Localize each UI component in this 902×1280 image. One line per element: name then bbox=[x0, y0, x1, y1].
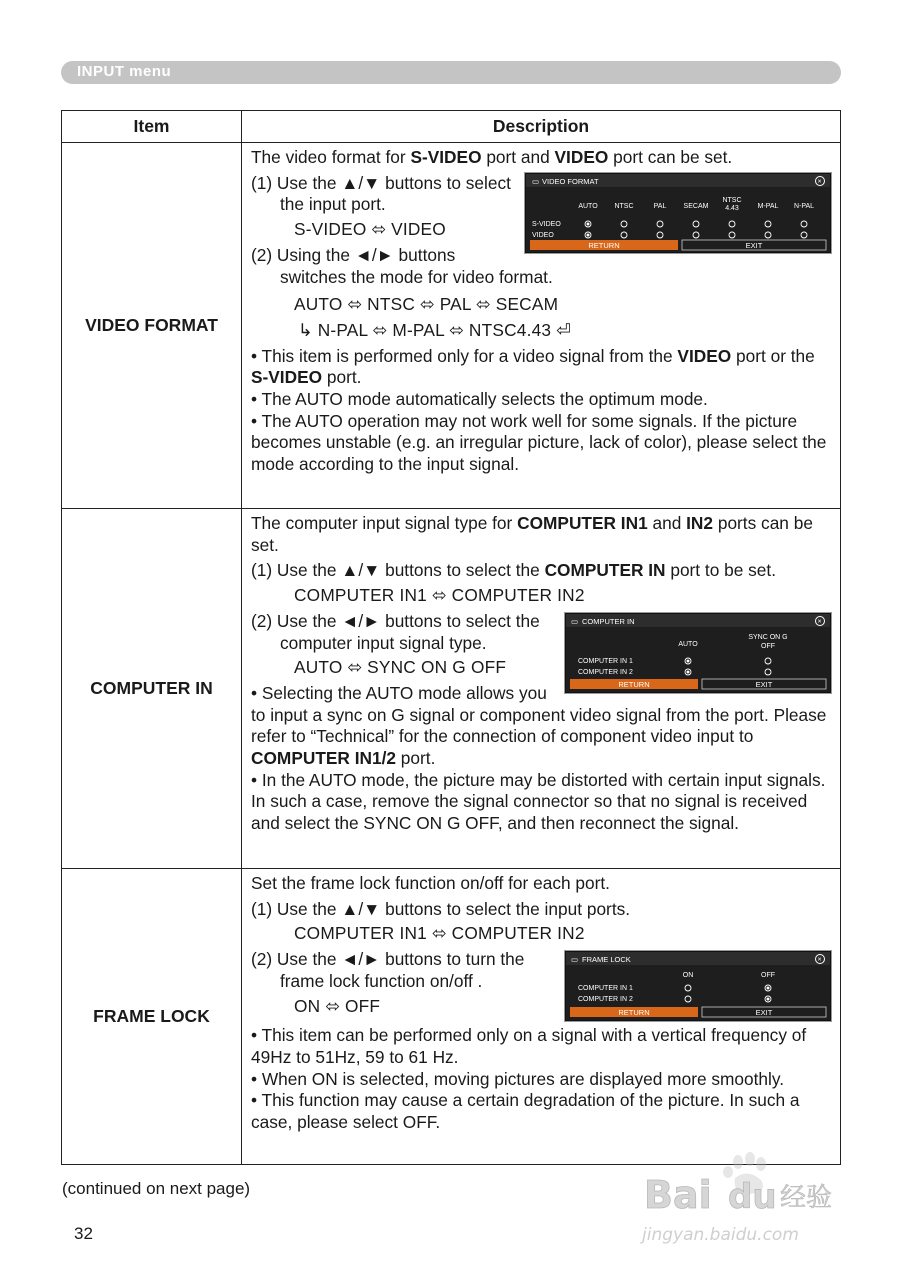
baidu-watermark-logo bbox=[640, 1150, 850, 1270]
desc-step-2: (2) Using the ◄/► buttons switches the mode for video format. bbox=[251, 244, 553, 287]
page-number: 32 bbox=[74, 1224, 93, 1243]
desc-intro: The video format for S-VIDEO port and VIDEO port can be set. bbox=[251, 147, 733, 167]
input-menu-table bbox=[61, 110, 841, 1165]
computer-in-menu-screenshot bbox=[565, 613, 831, 693]
desc-note-2: • When ON is selected, moving pictures are displayed more smoothly. bbox=[251, 1068, 785, 1089]
svg-text:AUTO: AUTO bbox=[578, 202, 598, 210]
svg-text:jingyan.baidu.com: jingyan.baidu.com bbox=[642, 1225, 799, 1245]
column-header-description: Description bbox=[242, 111, 841, 143]
desc-sequence-2: ON ⬄ OFF bbox=[294, 995, 381, 1016]
svg-text:COMPUTER IN 1: COMPUTER IN 1 bbox=[578, 657, 633, 665]
continued-note: (continued on next page) bbox=[62, 1179, 251, 1198]
svg-text:NTSC: NTSC bbox=[614, 202, 634, 210]
desc-note-3: • The AUTO operation may not work well for some signals. If the picture becomes unstable (e.g. an irregular picture, lack of color), please select the mode according to the input signal. bbox=[251, 410, 827, 475]
desc-step-1: (1) Use the ▲/▼ buttons to select the input port. bbox=[251, 172, 511, 215]
svg-text:COMPUTER IN 2: COMPUTER IN 2 bbox=[578, 996, 633, 1004]
svg-text:M-PAL: M-PAL bbox=[757, 202, 779, 210]
svg-text:×: × bbox=[817, 956, 822, 964]
screen-exit-button: EXIT bbox=[745, 240, 763, 250]
desc-sequence-1: COMPUTER IN1 ⬄ COMPUTER IN2 bbox=[294, 585, 585, 606]
loop-return-icon: ⏎ bbox=[551, 319, 571, 340]
svg-text:×: × bbox=[817, 178, 822, 186]
desc-step-1: (1) Use the ▲/▼ buttons to select the input ports. bbox=[251, 898, 631, 919]
desc-note-1: • This item can be performed only on a signal with a vertical frequency of 49Hz to 51Hz, 59 to 61 Hz. bbox=[251, 1025, 807, 1067]
svg-text:SYNC ON G: SYNC ON G bbox=[748, 633, 788, 641]
desc-intro: Set the frame lock function on/off for each port. bbox=[251, 873, 610, 893]
svg-text:NTSC: NTSC bbox=[722, 196, 742, 204]
table-header-row bbox=[62, 111, 841, 143]
svg-text:▭: ▭ bbox=[571, 616, 579, 626]
row-label-computer-in: COMPUTER IN bbox=[62, 509, 242, 869]
row-label-video-format: VIDEO FORMAT bbox=[62, 143, 242, 509]
svg-text:du: du bbox=[728, 1177, 777, 1217]
desc-sequence-2b: ↳ N-PAL ⬄ M-PAL ⬄ NTSC4.43 ⏎ bbox=[298, 319, 571, 340]
desc-note-1: • Selecting the AUTO mode allows you to input a sync on G signal or component video signal from the port. Please refer to “Technical” for the connection of component video input to COMPUTER IN1/2 port. bbox=[251, 682, 827, 769]
table-row bbox=[62, 869, 841, 1165]
svg-text:ON: ON bbox=[682, 972, 694, 980]
svg-text:4.43: 4.43 bbox=[725, 204, 739, 212]
section-title: INPUT menu bbox=[77, 63, 172, 80]
svg-text:OFF: OFF bbox=[761, 642, 775, 650]
row-desc-frame-lock bbox=[242, 869, 841, 1165]
svg-text:×: × bbox=[817, 618, 822, 626]
desc-note-2: • In the AUTO mode, the picture may be distorted with certain input signals. In such a case, remove the signal connector so that no signal is received and select the SYNC ON G OFF, and then reconnect the signal. bbox=[251, 769, 826, 834]
screen-return-button: RETURN bbox=[588, 240, 620, 250]
desc-step-2: (2) Use the ◄/► buttons to select the computer input signal type. bbox=[251, 610, 540, 653]
svg-text:▭: ▭ bbox=[532, 176, 540, 186]
row-label-frame-lock: FRAME LOCK bbox=[62, 869, 242, 1165]
screen-title: VIDEO FORMAT bbox=[542, 176, 599, 186]
desc-sequence-1: COMPUTER IN1 ⬄ COMPUTER IN2 bbox=[294, 923, 585, 944]
loop-start-icon: ↳ bbox=[298, 319, 318, 340]
desc-sequence-2a: AUTO ⬄ NTSC ⬄ PAL ⬄ SECAM bbox=[294, 294, 559, 315]
row-desc-computer-in bbox=[242, 509, 841, 869]
screen-return-button: RETURN bbox=[618, 1008, 650, 1018]
screen-exit-button: EXIT bbox=[755, 1008, 773, 1018]
svg-text:N-PAL: N-PAL bbox=[793, 202, 815, 210]
desc-step-2: (2) Use the ◄/► buttons to turn the frame lock function on/off . bbox=[251, 949, 525, 991]
desc-sequence-1: S-VIDEO ⬄ VIDEO bbox=[294, 219, 446, 240]
column-header-item: Item bbox=[62, 111, 242, 143]
screen-return-button: RETURN bbox=[618, 679, 650, 689]
desc-note-3: • This function may cause a certain degradation of the picture. In such a case, please select OFF. bbox=[251, 1090, 800, 1132]
desc-sequence-2: AUTO ⬄ SYNC ON G OFF bbox=[294, 657, 507, 678]
screen-exit-button: EXIT bbox=[755, 679, 773, 689]
section-header-bar bbox=[61, 61, 841, 84]
svg-text:经验: 经验 bbox=[780, 1183, 833, 1213]
frame-lock-menu-screenshot bbox=[565, 951, 831, 1021]
svg-text:PAL: PAL bbox=[653, 202, 667, 210]
svg-text:AUTO: AUTO bbox=[678, 640, 698, 648]
desc-step-1: (1) Use the ▲/▼ buttons to select the COMPUTER IN port to be set. bbox=[251, 560, 777, 581]
svg-text:S-VIDEO: S-VIDEO bbox=[532, 220, 561, 228]
svg-text:COMPUTER IN 1: COMPUTER IN 1 bbox=[578, 985, 633, 993]
svg-text:COMPUTER IN 2: COMPUTER IN 2 bbox=[578, 668, 633, 676]
svg-text:Bai: Bai bbox=[644, 1173, 712, 1217]
screen-title: FRAME LOCK bbox=[582, 955, 631, 965]
desc-note-2: • The AUTO mode automatically selects the optimum mode. bbox=[251, 389, 708, 410]
row-desc-video-format bbox=[242, 143, 841, 509]
table-row bbox=[62, 509, 841, 869]
svg-text:VIDEO: VIDEO bbox=[532, 231, 554, 239]
screen-title: COMPUTER IN bbox=[582, 616, 635, 626]
svg-text:OFF: OFF bbox=[761, 972, 775, 980]
desc-intro: The computer input signal type for COMPUTER IN1 and IN2 ports can be set. bbox=[251, 513, 813, 555]
desc-note-1: • This item is performed only for a video signal from the VIDEO port or the S-VIDEO port. bbox=[251, 345, 815, 388]
table-row bbox=[62, 143, 841, 509]
svg-text:▭: ▭ bbox=[571, 955, 579, 965]
svg-text:SECAM: SECAM bbox=[683, 202, 709, 210]
video-format-menu-screenshot bbox=[525, 173, 831, 253]
